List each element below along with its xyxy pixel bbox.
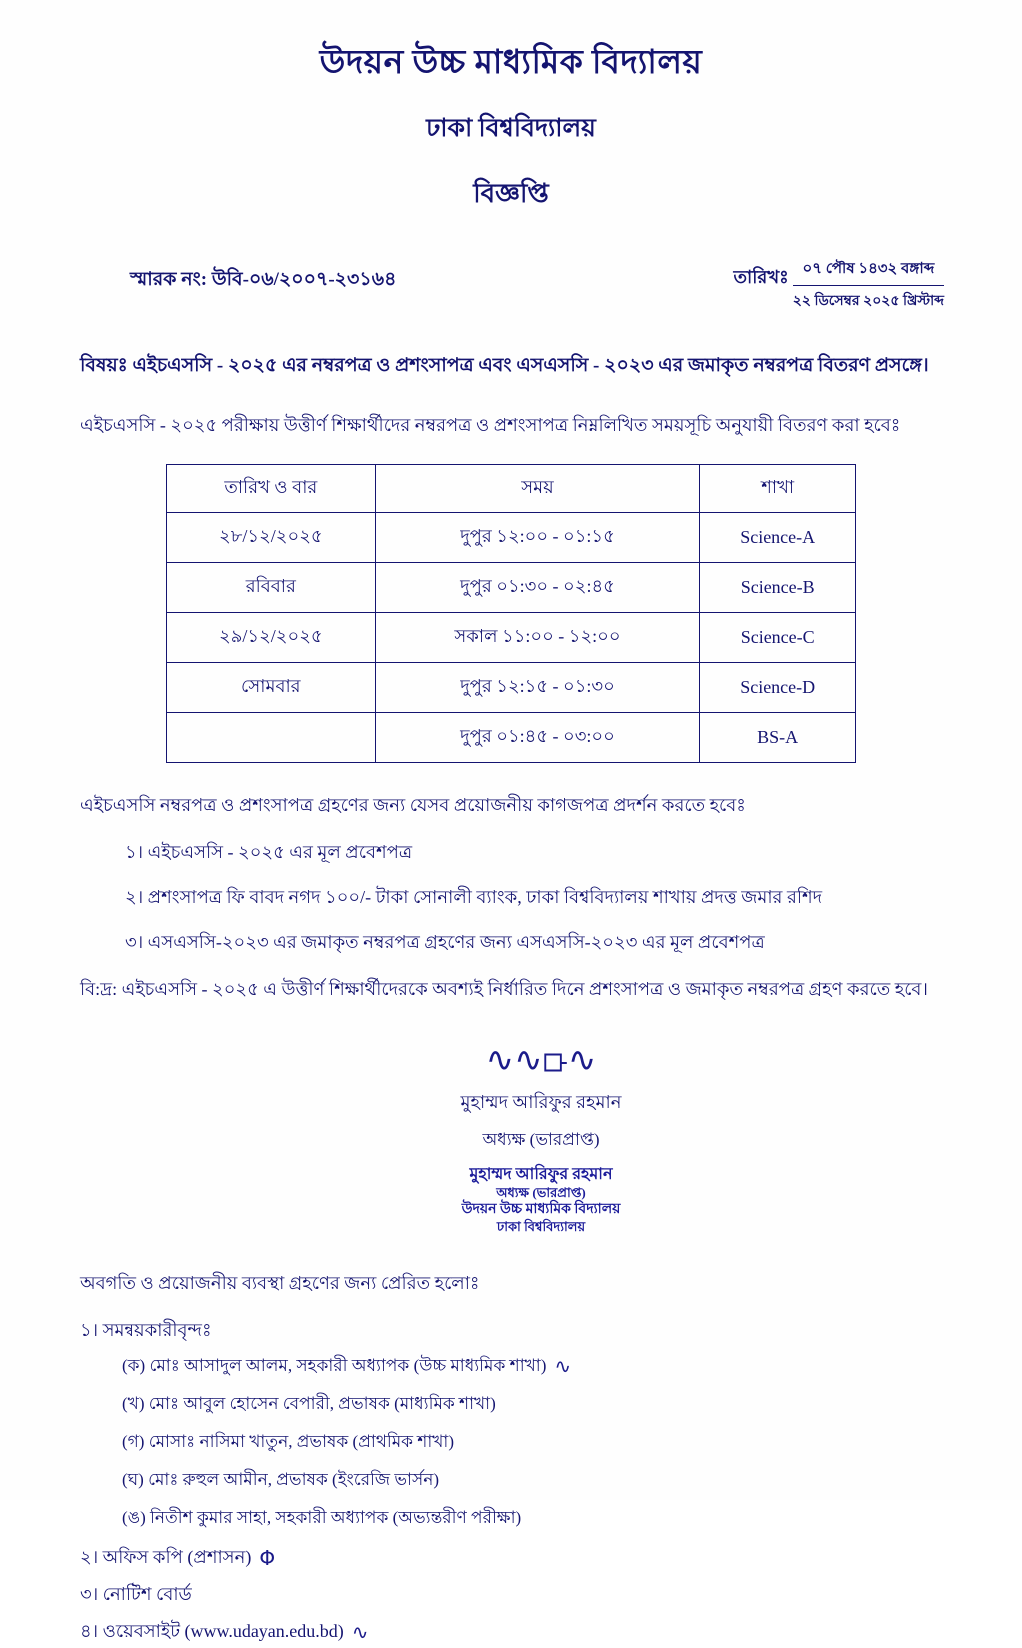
cell-branch-3: Science-C — [700, 613, 856, 663]
office-copy-label: ২। অফিস কপি (প্রশাসন) — [80, 1547, 252, 1567]
column-header-time: সময় — [375, 465, 700, 513]
requirements-list — [70, 838, 952, 959]
table-header-row — [167, 465, 856, 513]
date-english: ২২ ডিসেম্বর ২০২৫ খ্রিস্টাব্দ — [792, 294, 944, 309]
cell-day-2: সোমবার — [167, 663, 376, 713]
column-header-date: তারিখ ও বার — [167, 465, 376, 513]
list-item: ২। প্রশংসাপত্র ফি বাবদ নগদ ১০০/- টাকা সোনালী ব্যাংক, ঢাকা বিশ্ববিদ্যালয় শাখায় প্রদত্ত জমার রশিদ — [125, 887, 823, 907]
stamp-line-3: উদয়ন উচ্চ মাধ্যমিক বিদ্যালয় — [461, 1202, 621, 1218]
list-item — [122, 1353, 952, 1381]
circulation-list — [70, 1316, 952, 1648]
circulation-heading: অবগতি ও প্রয়োজনীয় ব্যবস্থা গ্রহণের জন্য প্রেরিত হলোঃ — [80, 1273, 480, 1293]
signatory-name: মুহাম্মদ আরিফুর রহমান — [460, 1092, 622, 1112]
list-item: ৩। নোটিশ বোর্ড — [80, 1584, 192, 1604]
meta-row — [70, 257, 952, 313]
date-block — [734, 257, 944, 313]
cell-time-5: দুপুর ০১:৪৫ - ০৩:০০ — [375, 713, 700, 763]
stamp-line-1: মুহাম্মদ আরিফুর রহমান — [469, 1166, 613, 1183]
list-item: (ঙ) নিতীশ কুমার সাহা, সহকারী অধ্যাপক (অভ্যন্তরীণ পরীক্ষা) — [122, 1508, 522, 1527]
list-item — [80, 1543, 952, 1574]
official-stamp — [130, 1165, 952, 1235]
table-row — [167, 613, 856, 663]
notice-title: বিজ্ঞপ্তি — [473, 179, 549, 208]
list-item: ১। সমন্বয়কারীবৃন্দঃ — [80, 1320, 212, 1340]
subject-line: বিষয়ঃ এইচএসসি - ২০২৫ এর নম্বরপত্র ও প্রশংসাপত্র এবং এসএসসি - ২০২৩ এর জমাকৃত নম্বরপত্র বিতরণ প্রসঙ্গে। — [80, 355, 929, 376]
cell-time-3: সকাল ১১:০০ - ১২:০০ — [375, 613, 700, 663]
table-row — [167, 663, 856, 713]
signature-block — [70, 1034, 952, 1235]
list-item: ৩। এসএসসি-২০২৩ এর জমাকৃত নম্বরপত্র গ্রহণের জন্য এসএসসি-২০২৩ এর মূল প্রবেশপত্র — [125, 932, 765, 952]
table-row — [167, 513, 856, 563]
signatory-designation: অধ্যক্ষ (ভারপ্রাপ্ত) — [482, 1130, 600, 1149]
cell-time-2: দুপুর ০১:৩০ - ০২:৪৫ — [375, 563, 700, 613]
intro-paragraph: এইচএসসি - ২০২৫ পরীক্ষায় উত্তীর্ণ শিক্ষার্থীদের নম্বরপত্র ও প্রশংসাপত্র নিম্নলিখিত সময়সূচি অনুযায়ী বিতরণ করা হবেঃ — [80, 415, 901, 435]
stamp-line-2: অধ্যক্ষ (ভারপ্রাপ্ত) — [496, 1185, 586, 1200]
column-header-branch: শাখা — [700, 465, 856, 513]
table-row — [167, 563, 856, 613]
sub-item-label: (ক) মোঃ আসাদুল আলম, সহকারী অধ্যাপক (উচ্চ মাধ্যমিক শাখা) — [122, 1356, 547, 1375]
cell-empty — [167, 713, 376, 763]
coordinator-sub-list — [80, 1353, 952, 1533]
cell-time-1: দুপুর ১২:০০ - ০১:১৫ — [375, 513, 700, 563]
cell-day-1: রবিবার — [167, 563, 376, 613]
distribution-schedule-table — [166, 464, 856, 763]
stamp-line-4: ঢাকা বিশ্ববিদ্যালয় — [496, 1218, 586, 1234]
cell-branch-5: BS-A — [700, 713, 856, 763]
university-name: ঢাকা বিশ্ববিদ্যালয় — [426, 115, 596, 142]
ink-mark-icon: Φ — [259, 1546, 276, 1570]
ink-mark-icon: ∿ — [554, 1354, 572, 1378]
list-item: (খ) মোঃ আবুল হোসেন বেপারী, প্রভাষক (মাধ্যমিক শাখা) — [122, 1394, 496, 1413]
list-item: ১। এইচএসসি - ২০২৫ এর মূল প্রবেশপত্র — [125, 842, 413, 862]
table-row — [167, 713, 856, 763]
website-label: ৪। ওয়েবসাইট (www.udayan.edu.bd) — [80, 1621, 344, 1641]
list-item: (ঘ) মোঃ রুহুল আমীন, প্রভাষক (ইংরেজি ভার্সন) — [122, 1470, 440, 1489]
cell-time-4: দুপুর ১২:১৫ - ০১:৩০ — [375, 663, 700, 713]
date-values — [793, 257, 944, 313]
cell-branch-1: Science-A — [700, 513, 856, 563]
ink-mark-icon: ∿ — [351, 1620, 369, 1644]
cell-branch-2: Science-B — [700, 563, 856, 613]
cell-date-2: ২৯/১২/২০২৫ — [167, 613, 376, 663]
important-note: বি:দ্র: এইচএসসি - ২০২৫ এ উত্তীর্ণ শিক্ষার্থীদেরকে অবশ্যই নির্ধারিত দিনে প্রশংসাপত্র ও জমাকৃত নম্বরপত্র গ্রহণ করতে হবে। — [80, 979, 928, 999]
date-bangla: ০৭ পৌষ ১৪৩২ বঙ্গাব্দ — [793, 257, 944, 286]
date-label: তারিখঃ — [733, 267, 789, 287]
school-name: উদয়ন উচ্চ মাধ্যমিক বিদ্যালয় — [319, 45, 703, 81]
cell-date-1: ২৮/১২/২০২৫ — [167, 513, 376, 563]
handwritten-signature-icon: ∿∿⟥∿ — [485, 1040, 597, 1080]
memo-number: স্মারক নং: উবি-০৬/২০০৭-২৩১৬৪ — [130, 269, 397, 290]
cell-branch-4: Science-D — [700, 663, 856, 713]
list-item: (গ) মোসাঃ নাসিমা খাতুন, প্রভাষক (প্রাথমিক শাখা) — [122, 1432, 455, 1451]
list-item — [80, 1617, 952, 1648]
requirements-heading: এইচএসসি নম্বরপত্র ও প্রশংসাপত্র গ্রহণের জন্য যেসব প্রয়োজনীয় কাগজপত্র প্রদর্শন করতে হবেঃ — [80, 795, 746, 815]
